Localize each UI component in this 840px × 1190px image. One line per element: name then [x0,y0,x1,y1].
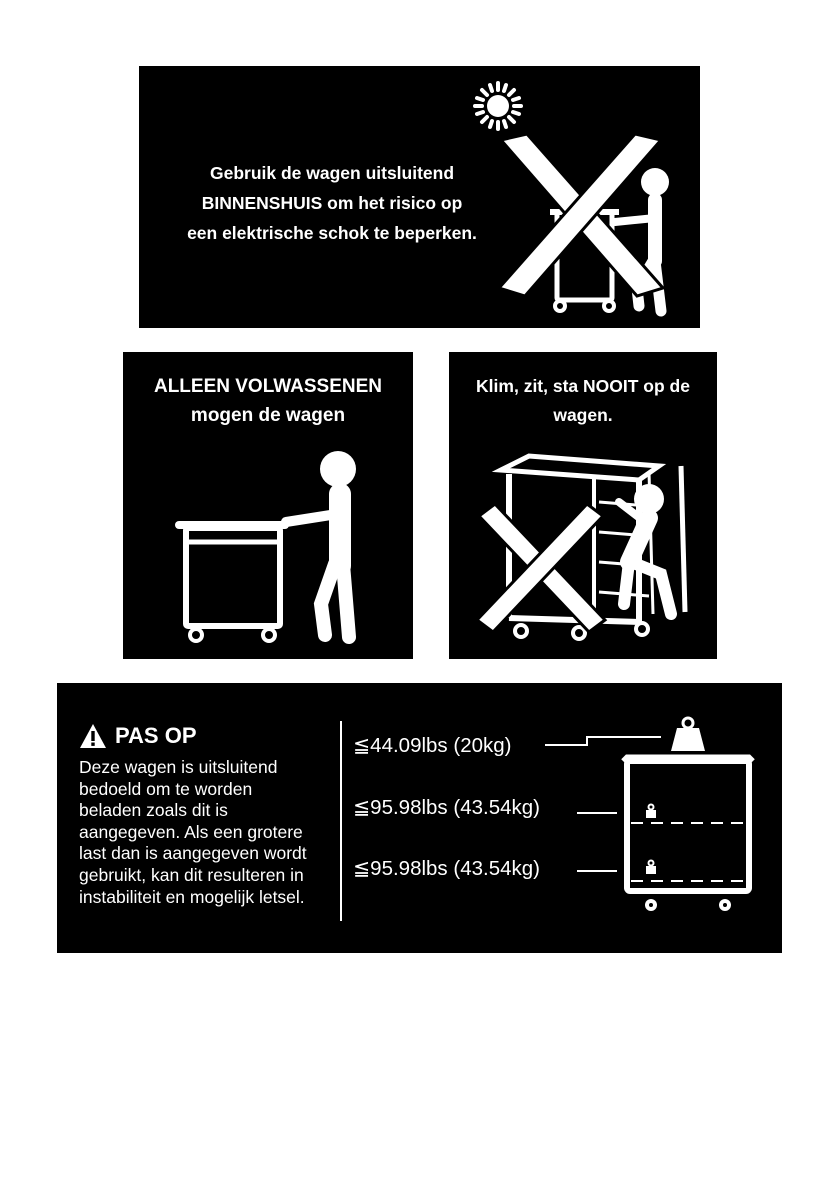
caution-body-line: beladen zoals dit is [79,800,228,821]
indoor-warning-illustration [139,66,700,328]
caution-body-line: Deze wagen is uitsluitend [79,757,278,777]
person-pushing-cart-icon [179,451,356,641]
cart-diagram-icon [623,757,753,911]
indoor-use-warning-panel [139,66,700,328]
cart-load-diagram [57,683,782,953]
indoor-warning-line: een elektrische schok te beperken. [187,223,477,243]
prohibited-cross-icon [477,504,605,632]
climb-warning-illustration [449,352,717,659]
middle-shelf-load-limit: ≦95.98lbs (43.54kg) [353,796,540,819]
sun-icon [475,83,521,129]
adults-warning-line: mogen de wagen [190,405,346,426]
adults-warning-illustration [123,352,413,659]
small-weight-icon [646,805,656,819]
adults-only-warning-panel [123,352,413,659]
caution-body-line: instabiliteit en mogelijk letsel. [79,886,305,907]
bottom-shelf-load-limit: ≦95.98lbs (43.54kg) [353,857,540,880]
indoor-warning-line: Gebruik de wagen uitsluitend [209,163,455,183]
adults-warning-line: ALLEEN VOLWASSENEN [153,376,383,397]
weight-icon [671,718,705,751]
climb-warning-line: Klim, zit, sta NOOIT op de [476,376,690,396]
small-weight-icon [646,861,656,875]
load-caution-panel [57,683,782,953]
caution-body-line: gebruikt, kan dit resulteren in [79,864,304,885]
caution-body-line: bedoeld om te worden [79,778,253,799]
caution-body-line: aangegeven. Als een grotere [79,821,303,842]
prohibited-cross-icon [499,134,663,296]
climb-warning-line: wagen. [553,405,613,425]
caution-body-line: last dan is aangegeven wordt [79,843,307,864]
indoor-warning-line: BINNENSHUIS om het risico op [201,193,463,213]
no-climbing-warning-panel [449,352,717,659]
caution-title: PAS OP [115,723,197,748]
top-load-limit: ≦44.09lbs (20kg) [353,734,512,757]
